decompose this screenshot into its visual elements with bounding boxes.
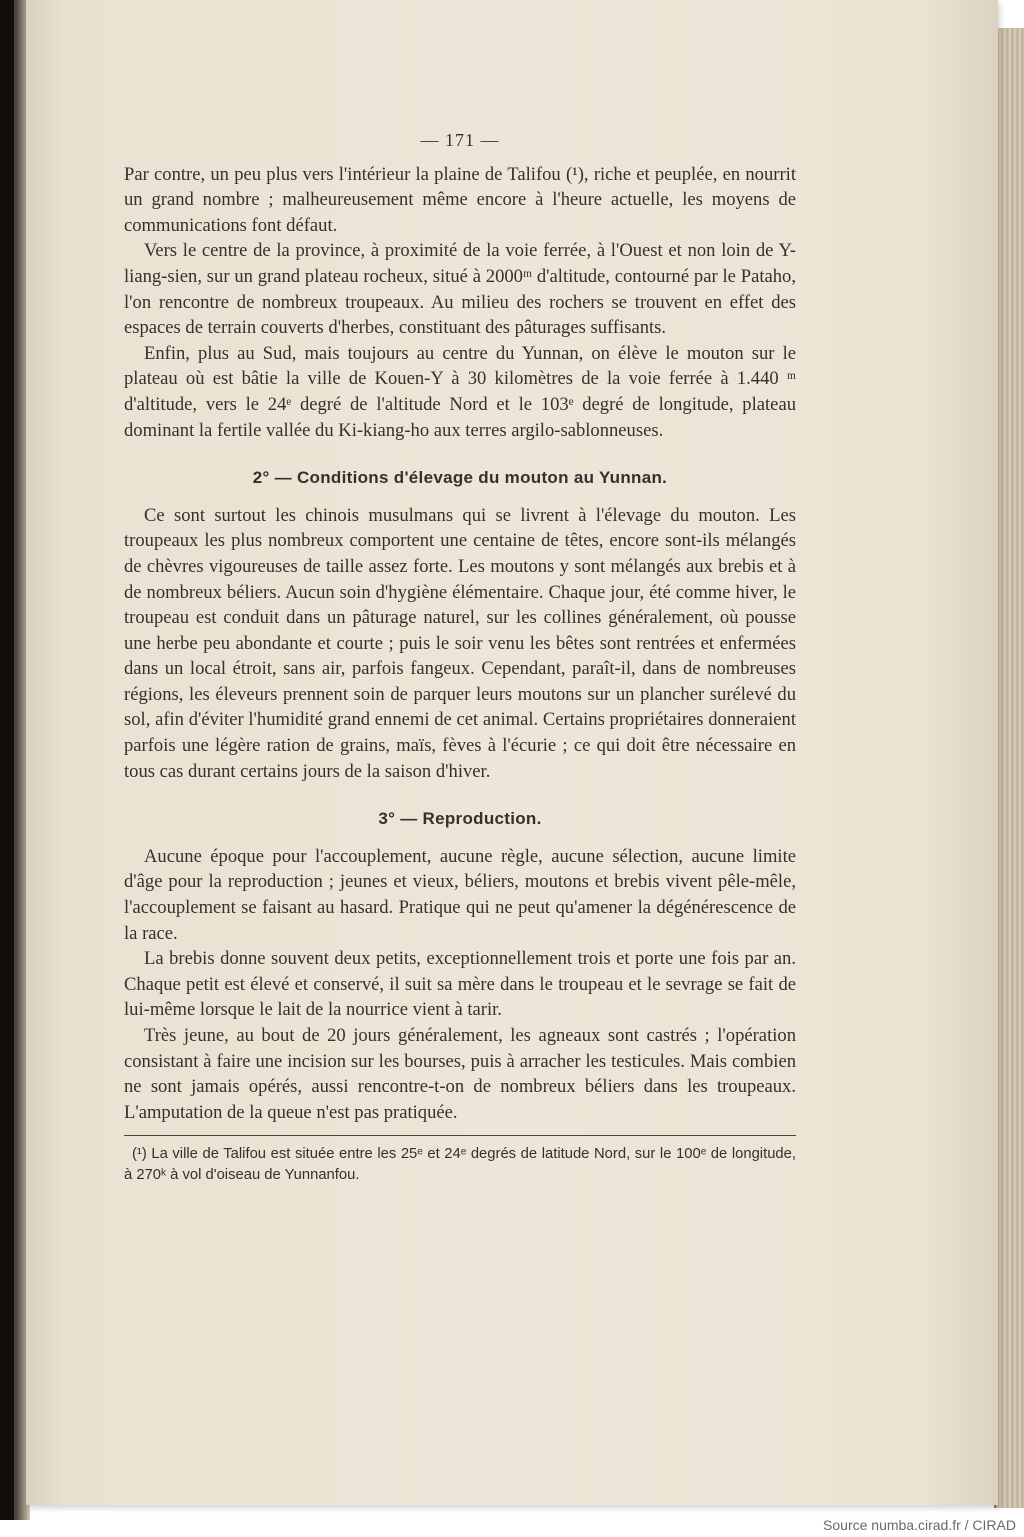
paragraph-conditions: Ce sont surtout les chinois musulmans qui se livrent à l'élevage du mouton. Les troupeaux les plus nombreux comportent une centaine de têtes, encore sont-ils mélangés de chèvres vigoureuses de taille assez forte. Les moutons y sont mélangés aux brebis et à de nombreux béliers. Aucun soin d'hygiène élémentaire. Chaque jour, été comme hiver, le troupeau est conduit dans un pâturage naturel, sur les collines généralement, où pousse une herbe peu abondante et courte ; puis le soir venu les bêtes sont rentrées et enfermées dans un local étroit, sans air, parfois fangeux. Cependant, paraît-il, dans de nombreuses régions, les éleveurs prennent soin de parquer leurs moutons sur un plancher surélevé du sol, afin d'éviter l'humidité grand ennemi de cet animal. Certains propriétaires donneraient parfois une légère ration de grains, maïs, fèves à l'écurie ; ce qui doit être nécessaire en tous cas durant certains jours de la saison d'hiver. bbox=[124, 504, 796, 782]
paragraph-talifou: Par contre, un peu plus vers l'intérieur la plaine de Talifou (¹), riche et peuplée, en nourrit un grand nombre ; malheureusement même encore à l'heure actuelle, les moyens de communications font défaut. bbox=[124, 163, 796, 236]
section-heading-conditions: 2° — Conditions d'élevage du mouton au Yunnan. bbox=[252, 468, 668, 488]
book-spine-cloth bbox=[0, 0, 14, 1520]
source-credit: Source numba.cirad.fr / CIRAD bbox=[823, 1517, 1016, 1533]
page-number: — 171 — bbox=[420, 130, 500, 150]
paragraph-brebis: La brebis donne souvent deux petits, exceptionnellement trois et porte une fois par an. Chaque petit est élevé et conservé, il suit sa mère dans le troupeau et le sevrage se fait de lui-même lorsque le lait de la nourrice vient à tarir. bbox=[124, 948, 796, 1021]
footnote: (¹) La ville de Talifou est située entre les 25ᵉ et 24ᵉ degrés de latitude Nord, sur le 100ᵉ de longitude, à 270ᵏ à vol d'oiseau de Yunnanfou. bbox=[124, 1146, 796, 1184]
footnote-divider bbox=[124, 1135, 796, 1136]
paragraph-castration: Très jeune, au bout de 20 jours généralement, les agneaux sont castrés ; l'opération consistant à faire une incision sur les bourses, puis à arracher les testicules. Mais combien ne sont jamais opérés, aussi rencontre-t-on de nombreux béliers dans les troupeaux. L'amputation de la queue n'est pas pratiquée. bbox=[124, 1025, 796, 1123]
paragraph-y-liang-sien: Vers le centre de la province, à proximité de la voie ferrée, à l'Ouest et non loin de Y-liang-sien, sur un grand plateau rocheux, situé à 2000ᵐ d'altitude, contourné par le Pataho, l'on rencontre de nombreux troupeaux. Au milieu des rochers se trouvent en effet des espaces de terrain couverts d'herbes, constituant des pâturages suffisants. bbox=[124, 240, 796, 339]
page-text bbox=[124, 128, 796, 1186]
paragraph-accouplement: Aucune époque pour l'accouplement, aucune règle, aucune sélection, aucune limite d'âge pour la reproduction ; jeunes et vieux, béliers, moutons et brebis vivent pêle-mêle, l'accouplement se faisant au hasard. Pratique qui ne peut qu'amener la dégénérescence de la race. bbox=[124, 845, 796, 944]
paragraph-kouen-y: Enfin, plus au Sud, mais toujours au centre du Yunnan, on élève le mouton sur le plateau où est bâtie la ville de Kouen-Y à 30 kilomètres de la voie ferrée à 1.440 ᵐ d'altitude, vers le 24ᵉ degré de l'altitude Nord et le 103ᵉ degré de longitude, plateau dominant la fertile vallée du Ki-kiang-ho aux terres argilo-sablonneuses. bbox=[124, 342, 796, 441]
page-edges bbox=[994, 28, 1024, 1508]
section-heading-reproduction: 3° — Reproduction. bbox=[378, 809, 542, 829]
